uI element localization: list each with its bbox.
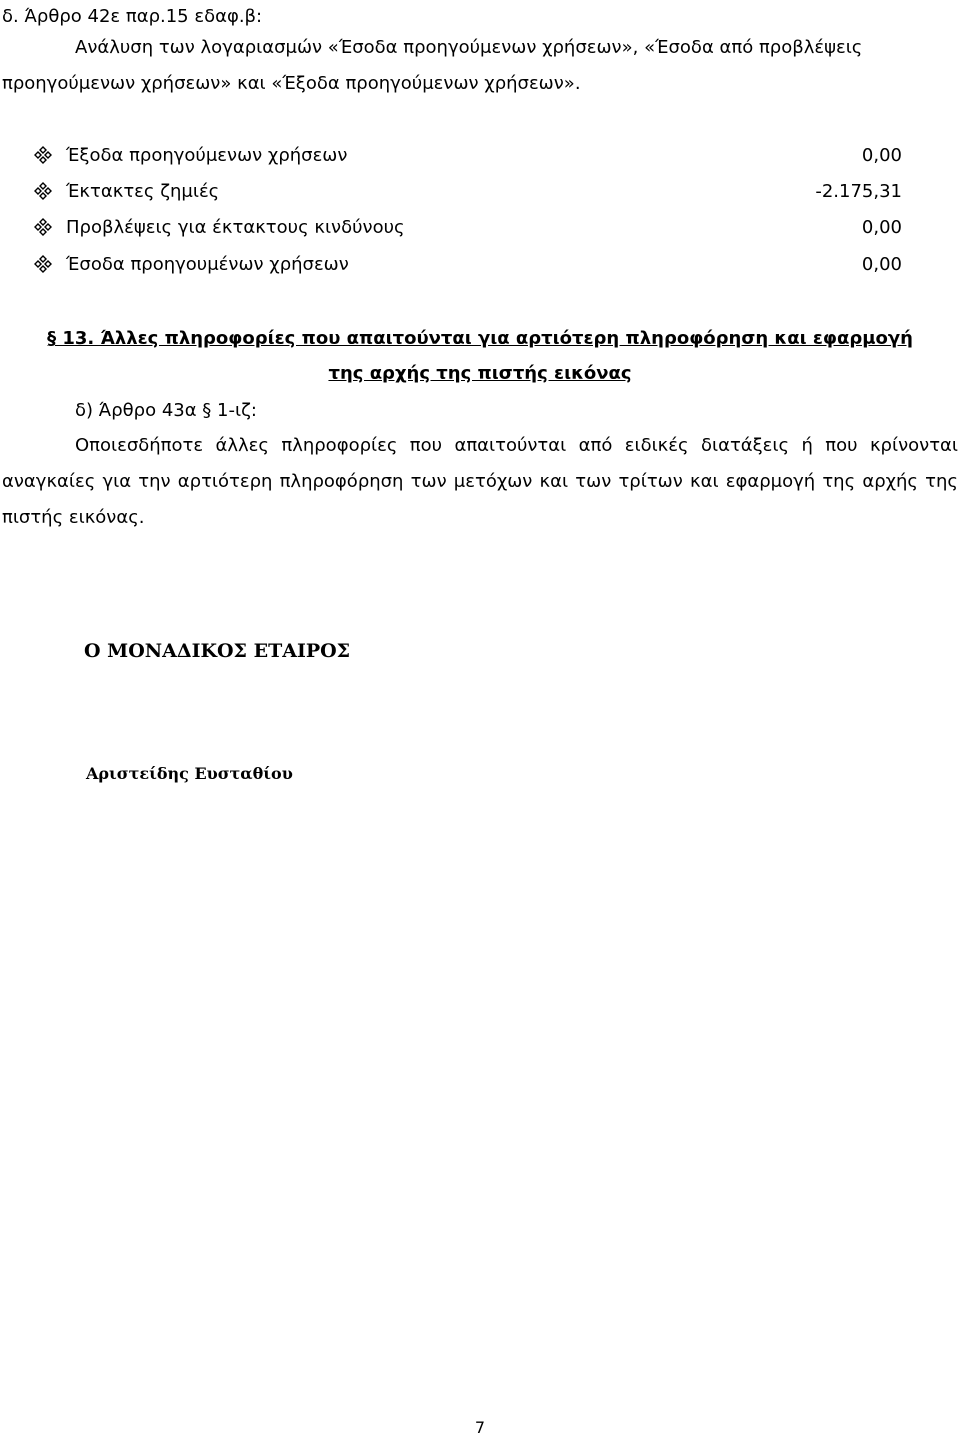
item-value: -2.175,31 xyxy=(815,180,902,202)
diamond-bullet-icon xyxy=(34,255,52,273)
signature-name: Αριστείδης Ευσταθίου xyxy=(86,764,293,783)
item-value: 0,00 xyxy=(861,216,902,238)
list-item xyxy=(34,253,902,275)
article-reference: δ) Άρθρο 43α § 1-ιζ: xyxy=(75,400,257,421)
item-label: Έσοδα προηγουμένων χρήσεων xyxy=(66,253,349,275)
intro-text-line-2: προηγούμενων χρήσεων» και «Έξοδα προηγούμενων χρήσεων». xyxy=(2,73,581,94)
diamond-bullet-icon xyxy=(34,218,52,236)
list-item xyxy=(34,180,902,202)
section-subtitle: της αρχής της πιστής εικόνας xyxy=(328,363,632,384)
item-label: Έκτακτες ζημιές xyxy=(66,180,220,202)
item-label: Προβλέψεις για έκτακτους κινδύνους xyxy=(66,216,405,238)
list-item xyxy=(34,144,902,166)
section-title: § 13. Άλλες πληροφορίες που απαιτούνται για αρτιότερη πληροφόρηση και εφαρμογή xyxy=(47,328,913,349)
item-value: 0,00 xyxy=(861,253,902,275)
item-label: Έξοδα προηγούμενων χρήσεων xyxy=(66,144,348,166)
list-item xyxy=(34,216,902,238)
item-value: 0,00 xyxy=(861,144,902,166)
signature-title: Ο ΜΟΝΑΔΙΚΟΣ ΕΤΑΙΡΟΣ xyxy=(84,640,351,662)
diamond-bullet-icon xyxy=(34,146,52,164)
page-number: 7 xyxy=(474,1418,486,1437)
intro-text-line-1: Ανάλυση των λογαριασμών «Έσοδα προηγούμενων χρήσεων», «Έσοδα από προβλέψεις xyxy=(75,37,863,58)
section-heading: δ. Άρθρο 42ε παρ.15 εδαφ.β: xyxy=(2,6,263,27)
diamond-bullet-icon xyxy=(34,182,52,200)
body-paragraph: Οποιεσδήποτε άλλες πληροφορίες που απαιτούνται από ειδικές διατάξεις ή που κρίνονται αναγκαίες για την αρτιότερη πληροφόρηση των μετόχων και των τρίτων και εφαρμογή της αρχής της πιστής εικόνας. xyxy=(2,435,958,528)
